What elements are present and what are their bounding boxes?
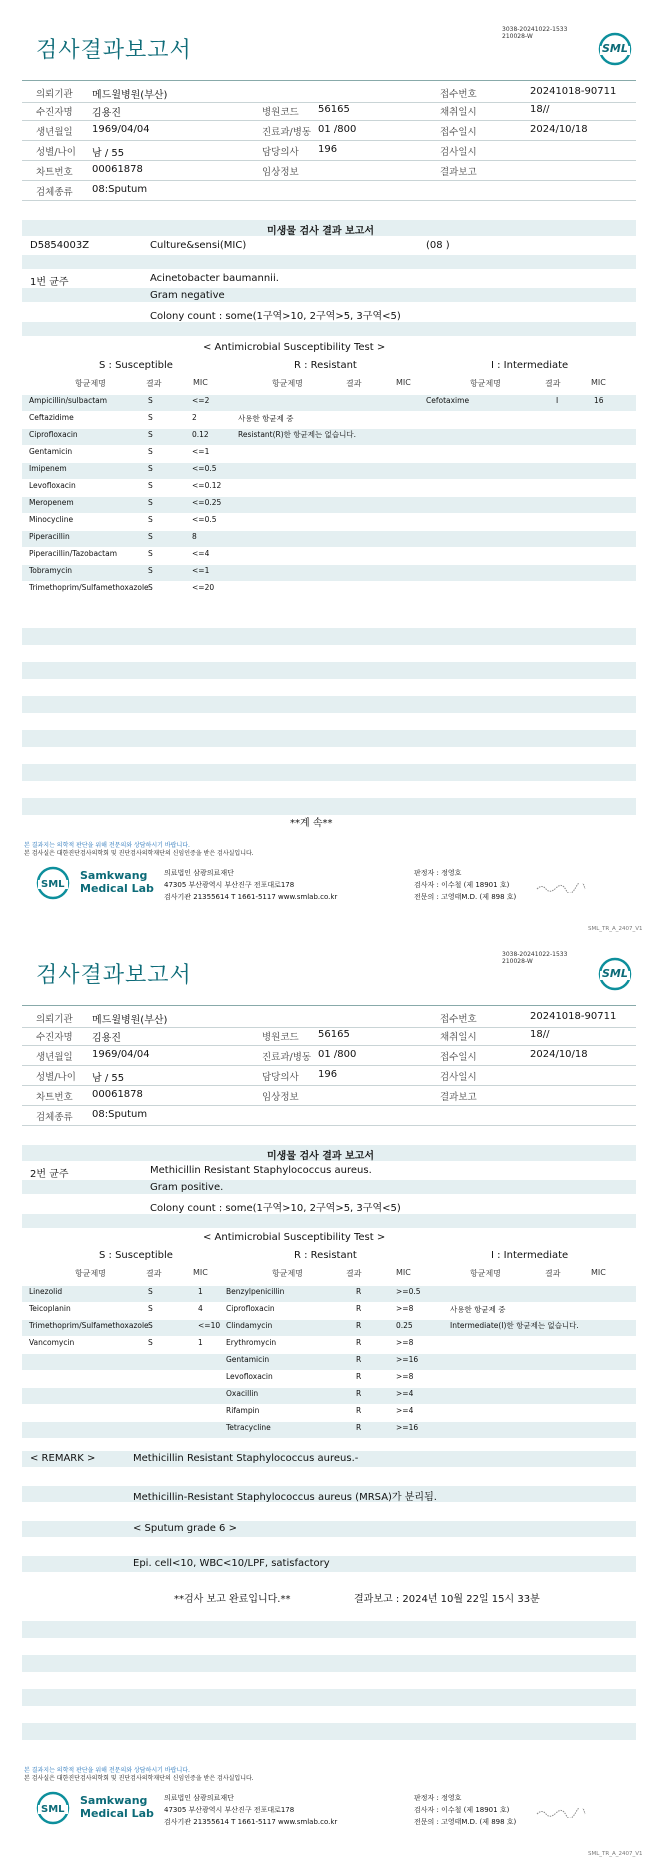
drug-result: R bbox=[356, 1355, 362, 1364]
drug-result: S bbox=[148, 532, 153, 541]
drug-result: R bbox=[356, 1406, 362, 1415]
header-doctor-label: 담당의사 bbox=[262, 1072, 299, 1083]
footer-org: 의료법인 삼광의료재단 bbox=[164, 869, 234, 877]
header-patient-label: 수진자명 bbox=[36, 1032, 73, 1043]
row-shade-band bbox=[22, 1422, 636, 1438]
drug-name: Minocycline bbox=[29, 515, 74, 524]
remark-line-3: < Sputum grade 6 > bbox=[133, 1523, 237, 1534]
row-shade-band bbox=[22, 1180, 636, 1194]
note-line-1: 사용한 항균제 중 bbox=[450, 1305, 506, 1314]
row-shade-band bbox=[22, 696, 636, 713]
drug-name: Ciprofloxacin bbox=[226, 1304, 275, 1313]
organism-name: Acinetobacter baumannii. bbox=[150, 273, 279, 284]
note-line-1: 사용한 항균제 중 bbox=[238, 414, 294, 423]
doc-code-line-2: 210028-W bbox=[502, 33, 533, 40]
note-line-2: Intermediate(I)한 항균제는 없습니다. bbox=[450, 1321, 579, 1330]
divider-line bbox=[22, 1105, 636, 1106]
drug-name: Clindamycin bbox=[226, 1321, 273, 1330]
svg-text:SML: SML bbox=[41, 1804, 65, 1815]
header-recvdate-label: 접수일시 bbox=[440, 127, 477, 138]
row-shade-band bbox=[22, 1521, 636, 1537]
footer-warning-2: 본 검사실은 대한진단검사의학회 및 진단검사의학재단의 신임인증을 받은 검사실입니다. bbox=[24, 850, 254, 857]
header-specimen: 08:Sputum bbox=[92, 184, 148, 195]
header-patient: 김용진 bbox=[92, 1033, 121, 1044]
col-header-mic: MIC bbox=[193, 1268, 208, 1277]
drug-mic: >=4 bbox=[396, 1389, 414, 1398]
header-report-label: 결과보고 bbox=[440, 1092, 477, 1103]
drug-result: S bbox=[148, 481, 153, 490]
divider-line bbox=[22, 1027, 636, 1028]
col-header-mic: MIC bbox=[591, 378, 606, 387]
header-testdate-label: 검사일시 bbox=[440, 1072, 477, 1083]
report-page-2 bbox=[0, 925, 655, 1857]
drug-name: Cefotaxime bbox=[426, 396, 470, 405]
drug-mic: >=8 bbox=[396, 1304, 414, 1313]
drug-result: R bbox=[356, 1338, 362, 1347]
signer-2: 검사자 : 이수철 (제 18901 호) bbox=[414, 1806, 510, 1814]
header-doctor: 196 bbox=[318, 144, 338, 155]
header-receipt-label: 접수번호 bbox=[440, 89, 477, 100]
signer-1: 판정자 : 정영호 bbox=[414, 869, 462, 877]
col-header-result: 결과 bbox=[545, 379, 561, 388]
footer-contact: 검사기관 21355614 T 1661-5117 www.smlab.co.kr bbox=[164, 1818, 338, 1826]
header-hospcode: 56165 bbox=[318, 1029, 350, 1040]
col-header-drug: 항균제명 bbox=[75, 379, 106, 388]
drug-result: S bbox=[148, 566, 153, 575]
row-shade-band bbox=[22, 798, 636, 815]
divider-line bbox=[22, 180, 636, 181]
drug-mic: 2 bbox=[192, 413, 197, 422]
footer-address: 47305 부산광역시 부산진구 전포대로178 bbox=[164, 881, 295, 889]
drug-mic: >=8 bbox=[396, 1372, 414, 1381]
drug-name: Rifampin bbox=[226, 1406, 260, 1415]
remark-label: < REMARK > bbox=[30, 1453, 96, 1464]
drug-mic: 0.25 bbox=[396, 1321, 413, 1330]
divider-line bbox=[22, 102, 636, 103]
continued-mark: **계 속** bbox=[290, 818, 333, 829]
row-shade-band bbox=[22, 565, 636, 581]
header-dept: 01 /800 bbox=[318, 1049, 357, 1060]
drug-mic: 4 bbox=[198, 1304, 203, 1313]
signature-scribble bbox=[536, 878, 586, 888]
brand-name-2: Medical Lab bbox=[80, 1807, 154, 1820]
drug-result: R bbox=[356, 1423, 362, 1432]
header-specimen-label: 검체종류 bbox=[36, 187, 73, 198]
header-client-label: 의뢰기관 bbox=[36, 89, 73, 100]
drug-result: S bbox=[148, 413, 153, 422]
drug-mic: <=0.12 bbox=[192, 481, 222, 490]
header-specimen-label: 검체종류 bbox=[36, 1112, 73, 1123]
header-recvdate: 2024/10/18 bbox=[530, 1049, 588, 1060]
signer-2: 검사자 : 이수철 (제 18901 호) bbox=[414, 881, 510, 889]
drug-result: S bbox=[148, 1304, 153, 1313]
drug-result: R bbox=[356, 1304, 362, 1313]
header-dept-label: 진료과/병동 bbox=[262, 1052, 312, 1063]
complete-mark: **검사 보고 완료입니다.** bbox=[174, 1594, 291, 1605]
row-shade-band bbox=[22, 662, 636, 679]
drug-mic: >=0.5 bbox=[396, 1287, 421, 1296]
drug-mic: 8 bbox=[192, 532, 197, 541]
col-header-drug: 항균제명 bbox=[272, 1269, 303, 1278]
header-chart: 00061878 bbox=[92, 164, 143, 175]
drug-mic: 16 bbox=[594, 396, 604, 405]
drug-mic: <=4 bbox=[192, 549, 210, 558]
legend-susceptible: S : Susceptible bbox=[99, 1250, 173, 1261]
ast-title: < Antimicrobial Susceptibility Test > bbox=[203, 1232, 386, 1243]
divider-line bbox=[22, 80, 636, 81]
header-client: 메드윌병원(부산) bbox=[92, 90, 168, 101]
header-hospcode-label: 병원코드 bbox=[262, 107, 299, 118]
drug-name: Ceftazidime bbox=[29, 413, 74, 422]
header-patient: 김용진 bbox=[92, 108, 121, 119]
drug-name: Tetracycline bbox=[226, 1423, 271, 1432]
organism-colony-count: Colony count : some(1구역>10, 2구역>5, 3구역<5) bbox=[150, 311, 401, 322]
header-collect: 18// bbox=[530, 1029, 550, 1040]
drug-result: S bbox=[148, 430, 153, 439]
footer-contact: 검사기관 21355614 T 1661-5117 www.smlab.co.kr bbox=[164, 893, 338, 901]
report-time: 결과보고 : 2024년 10월 22일 15시 33분 bbox=[354, 1594, 540, 1605]
divider-line bbox=[22, 1085, 636, 1086]
drug-result: S bbox=[148, 583, 153, 592]
drug-name: Vancomycin bbox=[29, 1338, 75, 1347]
col-header-mic: MIC bbox=[193, 378, 208, 387]
header-doctor: 196 bbox=[318, 1069, 338, 1080]
doc-code-line-1: 3038-20241022-1533 bbox=[502, 951, 568, 958]
divider-line bbox=[22, 140, 636, 141]
drug-name: Ampicillin/sulbactam bbox=[29, 396, 108, 405]
header-receipt: 20241018-90711 bbox=[530, 1011, 617, 1022]
drug-mic: <=10 bbox=[198, 1321, 221, 1330]
signature-scribble bbox=[536, 1803, 586, 1813]
drug-result: R bbox=[356, 1287, 362, 1296]
test-name: Culture&sensi(MIC) bbox=[150, 240, 247, 251]
drug-mic: <=20 bbox=[192, 583, 215, 592]
header-testdate-label: 검사일시 bbox=[440, 147, 477, 158]
drug-result: S bbox=[148, 515, 153, 524]
section-title: 미생물 검사 결과 보고서 bbox=[267, 1151, 375, 1162]
section-title: 미생물 검사 결과 보고서 bbox=[267, 226, 375, 237]
header-client: 메드윌병원(부산) bbox=[92, 1015, 168, 1026]
row-shade-band bbox=[22, 1214, 636, 1228]
legend-resistant: R : Resistant bbox=[294, 1250, 357, 1261]
header-recvdate: 2024/10/18 bbox=[530, 124, 588, 135]
form-code: SML_TR_A_2407_V1 bbox=[588, 1851, 643, 1857]
drug-result: S bbox=[148, 549, 153, 558]
drug-mic: <=2 bbox=[192, 396, 210, 405]
divider-line bbox=[22, 160, 636, 161]
test-specimen-code: (08 ) bbox=[426, 240, 450, 251]
test-code: D5854003Z bbox=[30, 240, 90, 251]
header-sexage: 남 / 55 bbox=[92, 148, 125, 159]
legend-intermediate: I : Intermediate bbox=[491, 1250, 569, 1261]
header-specimen: 08:Sputum bbox=[92, 1109, 148, 1120]
drug-result: I bbox=[556, 396, 559, 405]
svg-text:SML: SML bbox=[41, 879, 65, 890]
divider-line bbox=[22, 1005, 636, 1006]
drug-name: Piperacillin/Tazobactam bbox=[29, 549, 118, 558]
col-header-result: 결과 bbox=[346, 379, 362, 388]
header-collect: 18// bbox=[530, 104, 550, 115]
drug-result: S bbox=[148, 447, 153, 456]
organism-gram: Gram negative bbox=[150, 290, 225, 301]
organism-name: Methicillin Resistant Staphylococcus aureus. bbox=[150, 1165, 372, 1176]
footer-warning-1: 본 결과지는 의학적 판단을 위해 전문의와 상담하시기 바랍니다. bbox=[24, 842, 190, 849]
header-sexage: 남 / 55 bbox=[92, 1073, 125, 1084]
drug-mic: 1 bbox=[198, 1287, 203, 1296]
col-header-mic: MIC bbox=[396, 1268, 411, 1277]
sml-logo bbox=[598, 957, 632, 991]
page-title: 검사결과보고서 bbox=[36, 38, 192, 63]
signer-3: 전문의 : 고영태M.D. (제 898 호) bbox=[414, 1818, 517, 1826]
drug-result: S bbox=[148, 498, 153, 507]
drug-result: R bbox=[356, 1321, 362, 1330]
row-shade-band bbox=[22, 1621, 636, 1638]
col-header-result: 결과 bbox=[545, 1269, 561, 1278]
row-shade-band bbox=[22, 255, 636, 269]
brand-name-2: Medical Lab bbox=[80, 882, 154, 895]
drug-result: S bbox=[148, 1338, 153, 1347]
drug-name: Linezolid bbox=[29, 1287, 63, 1296]
drug-name: Meropenem bbox=[29, 498, 74, 507]
row-shade-band bbox=[22, 1354, 636, 1370]
drug-name: Ciprofloxacin bbox=[29, 430, 78, 439]
col-header-result: 결과 bbox=[146, 379, 162, 388]
col-header-result: 결과 bbox=[146, 1269, 162, 1278]
header-hospcode-label: 병원코드 bbox=[262, 1032, 299, 1043]
row-shade-band bbox=[22, 1286, 636, 1302]
row-shade-band bbox=[22, 1655, 636, 1672]
col-header-drug: 항균제명 bbox=[272, 379, 303, 388]
header-doctor-label: 담당의사 bbox=[262, 147, 299, 158]
header-hospcode: 56165 bbox=[318, 104, 350, 115]
header-report-label: 결과보고 bbox=[440, 167, 477, 178]
drug-name: Imipenem bbox=[29, 464, 67, 473]
col-header-result: 결과 bbox=[346, 1269, 362, 1278]
row-shade-band bbox=[22, 463, 636, 479]
drug-result: R bbox=[356, 1372, 362, 1381]
drug-name: Tobramycin bbox=[29, 566, 73, 575]
drug-result: S bbox=[148, 1321, 153, 1330]
organism-label: 2번 균주 bbox=[30, 1169, 69, 1180]
footer-warning-2: 본 검사실은 대한진단검사의학회 및 진단검사의학재단의 신임인증을 받은 검사실입니다. bbox=[24, 1775, 254, 1782]
drug-name: Erythromycin bbox=[226, 1338, 277, 1347]
header-dob-label: 생년월일 bbox=[36, 127, 73, 138]
drug-mic: >=4 bbox=[396, 1406, 414, 1415]
header-dept: 01 /800 bbox=[318, 124, 357, 135]
header-chart: 00061878 bbox=[92, 1089, 143, 1100]
brand-name-1: Samkwang bbox=[80, 869, 148, 882]
header-chart-label: 차트번호 bbox=[36, 1092, 73, 1103]
divider-line bbox=[22, 120, 636, 121]
header-clinical-label: 임상정보 bbox=[262, 167, 299, 178]
row-shade-band bbox=[22, 764, 636, 781]
signer-3: 전문의 : 고영태M.D. (제 898 호) bbox=[414, 893, 517, 901]
header-dob: 1969/04/04 bbox=[92, 124, 150, 135]
row-shade-band bbox=[22, 531, 636, 547]
footer-org: 의료법인 삼광의료재단 bbox=[164, 1794, 234, 1802]
row-shade-band bbox=[22, 1388, 636, 1404]
drug-mic: <=1 bbox=[192, 447, 210, 456]
col-header-drug: 항균제명 bbox=[470, 379, 501, 388]
divider-line bbox=[22, 1045, 636, 1046]
row-shade-band bbox=[22, 395, 636, 411]
col-header-drug: 항균제명 bbox=[75, 1269, 106, 1278]
row-shade-band bbox=[22, 1689, 636, 1706]
header-receipt: 20241018-90711 bbox=[530, 86, 617, 97]
drug-mic: >=8 bbox=[396, 1338, 414, 1347]
remark-line-4: Epi. cell<10, WBC<10/LPF, satisfactory bbox=[133, 1558, 330, 1569]
organism-gram: Gram positive. bbox=[150, 1182, 224, 1193]
drug-result: R bbox=[356, 1389, 362, 1398]
col-header-mic: MIC bbox=[591, 1268, 606, 1277]
page-title: 검사결과보고서 bbox=[36, 963, 192, 988]
drug-mic: <=0.5 bbox=[192, 515, 217, 524]
drug-name: Oxacillin bbox=[226, 1389, 259, 1398]
row-shade-band bbox=[22, 1723, 636, 1740]
drug-name: Levofloxacin bbox=[226, 1372, 273, 1381]
header-sexage-label: 성별/나이 bbox=[36, 147, 76, 158]
divider-line bbox=[22, 1125, 636, 1126]
footer-warning-1: 본 결과지는 의학적 판단을 위해 전문의와 상담하시기 바랍니다. bbox=[24, 1767, 190, 1774]
note-line-2: Resistant(R)한 항균제는 없습니다. bbox=[238, 430, 357, 439]
header-collect-label: 채취일시 bbox=[440, 107, 477, 118]
drug-mic: <=0.5 bbox=[192, 464, 217, 473]
header-receipt-label: 접수번호 bbox=[440, 1014, 477, 1025]
col-header-drug: 항균제명 bbox=[470, 1269, 501, 1278]
footer-address: 47305 부산광역시 부산진구 전포대로178 bbox=[164, 1806, 295, 1814]
drug-mic: 0.12 bbox=[192, 430, 209, 439]
drug-mic: <=0.25 bbox=[192, 498, 222, 507]
signer-1: 판정자 : 정영호 bbox=[414, 1794, 462, 1802]
header-recvdate-label: 접수일시 bbox=[440, 1052, 477, 1063]
drug-name: Levofloxacin bbox=[29, 481, 76, 490]
header-clinical-label: 임상정보 bbox=[262, 1092, 299, 1103]
drug-result: S bbox=[148, 464, 153, 473]
drug-mic: <=1 bbox=[192, 566, 210, 575]
header-dob: 1969/04/04 bbox=[92, 1049, 150, 1060]
drug-name: Teicoplanin bbox=[29, 1304, 71, 1313]
remark-line-1: Methicillin Resistant Staphylococcus aureus.- bbox=[133, 1453, 359, 1464]
legend-intermediate: I : Intermediate bbox=[491, 360, 569, 371]
organism-colony-count: Colony count : some(1구역>10, 2구역>5, 3구역<5) bbox=[150, 1203, 401, 1214]
header-dept-label: 진료과/병동 bbox=[262, 127, 312, 138]
divider-line bbox=[22, 1065, 636, 1066]
drug-mic: >=16 bbox=[396, 1355, 419, 1364]
header-patient-label: 수진자명 bbox=[36, 107, 73, 118]
ast-title: < Antimicrobial Susceptibility Test > bbox=[203, 342, 386, 353]
drug-name: Gentamicin bbox=[226, 1355, 270, 1364]
header-chart-label: 차트번호 bbox=[36, 167, 73, 178]
drug-mic: 1 bbox=[198, 1338, 203, 1347]
doc-code-line-1: 3038-20241022-1533 bbox=[502, 26, 568, 33]
drug-name: Piperacillin bbox=[29, 532, 70, 541]
row-shade-band bbox=[22, 288, 636, 302]
logo-text: SML bbox=[602, 967, 628, 980]
drug-result: S bbox=[148, 1287, 153, 1296]
logo-text: SML bbox=[602, 42, 628, 55]
drug-mic: >=16 bbox=[396, 1423, 419, 1432]
drug-name: Gentamicin bbox=[29, 447, 73, 456]
sml-logo bbox=[598, 32, 632, 66]
row-shade-band bbox=[22, 497, 636, 513]
remark-line-2: Methicillin-Resistant Staphylococcus aureus (MRSA)가 분리됨. bbox=[133, 1492, 437, 1503]
drug-name: Benzylpenicillin bbox=[226, 1287, 285, 1296]
drug-result: S bbox=[148, 396, 153, 405]
drug-name: Trimethoprim/Sulfamethoxazole bbox=[29, 583, 149, 592]
brand-name-1: Samkwang bbox=[80, 1794, 148, 1807]
header-collect-label: 채취일시 bbox=[440, 1032, 477, 1043]
header-dob-label: 생년월일 bbox=[36, 1052, 73, 1063]
header-client-label: 의뢰기관 bbox=[36, 1014, 73, 1025]
form-code: SML_TR_A_2407_V1 bbox=[588, 926, 643, 932]
row-shade-band bbox=[22, 628, 636, 645]
row-shade-band bbox=[22, 322, 636, 336]
row-shade-band bbox=[22, 730, 636, 747]
header-sexage-label: 성별/나이 bbox=[36, 1072, 76, 1083]
legend-susceptible: S : Susceptible bbox=[99, 360, 173, 371]
col-header-mic: MIC bbox=[396, 378, 411, 387]
divider-line bbox=[22, 200, 636, 201]
doc-code-line-2: 210028-W bbox=[502, 958, 533, 965]
drug-name: Trimethoprim/Sulfamethoxazole bbox=[29, 1321, 149, 1330]
legend-resistant: R : Resistant bbox=[294, 360, 357, 371]
organism-label: 1번 균주 bbox=[30, 277, 69, 288]
